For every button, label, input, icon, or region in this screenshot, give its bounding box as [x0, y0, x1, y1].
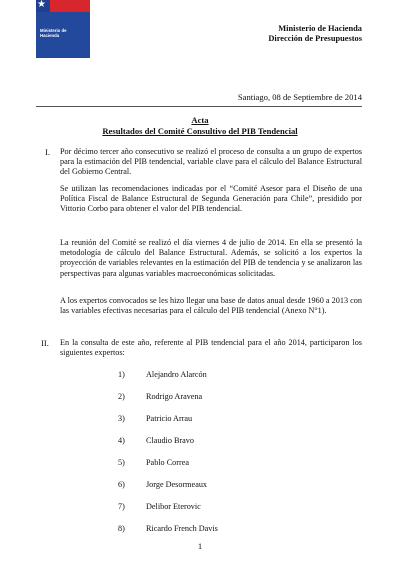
expert-number: 1)	[118, 370, 125, 379]
gobierno-de-chile-logo	[36, 0, 90, 67]
section-1-paragraph-3: La reunión del Comité se realizó el día viernes 4 de julio de 2014. En ella se presentó la metodología de cálculo del Balance Estructural. Además, se solicitó a los expertos la proyección de variables relevantes en la estimación del PIB de tendencia y se analizaron las perspectivas para algunas variables macroeconómicas solicitadas.	[60, 238, 362, 278]
section-2-intro: En la consulta de este año, referente al PIB tendencial para el año 2014, participaron los siguientes expertos:	[60, 338, 362, 358]
ministry-header	[268, 24, 362, 44]
title-results: Resultados del Comité Consultivo del PIB Tendencial	[102, 126, 298, 136]
title-acta: Acta	[191, 115, 209, 125]
expert-number: 2)	[118, 392, 125, 401]
ministry-name: Ministerio de Hacienda	[278, 24, 362, 33]
page-number: 1	[197, 541, 203, 551]
logo-red-block	[50, 0, 90, 12]
section-1-paragraph-4: A los expertos convocados se les hizo llegar una base de datos anual desde 1960 a 2013 con las variables efectivas necesarias para el cálculo del PIB tendencial (Anexo N°1).	[60, 296, 362, 316]
logo-government-text: Gobierno de Chile	[40, 62, 75, 67]
logo-blue-block	[36, 0, 50, 12]
expert-name: Delibor Eterovic	[146, 502, 201, 511]
expert-name: Alejandro Alarcón	[146, 370, 207, 379]
expert-name: Rodrigo Aravena	[146, 392, 203, 401]
section-1-paragraph-1: Por décimo tercer año consecutivo se realizó el proceso de consulta a un grupo de expertos para la estimación del PIB tendencial, variable clave para el cálculo del Balance Estructural del Gobierno Central.	[60, 147, 362, 177]
expert-name: Jorge Desormeaux	[146, 480, 208, 489]
expert-number: 8)	[118, 524, 125, 533]
expert-number: 7)	[118, 502, 125, 511]
document-date: Santiago, 08 de Septiembre de 2014	[237, 92, 362, 102]
section-2-number: II.	[41, 338, 49, 348]
expert-number: 3)	[118, 414, 125, 423]
document-title	[0, 115, 400, 137]
section-1-paragraph-2: Se utilizan las recomendaciones indicadas por el “Comité Asesor para el Diseño de una Política Fiscal de Balance Estructural de Segunda Generación para Chile”, presidido por Vittorio Corbo para obtener el valor del PIB tendencial.	[60, 184, 362, 214]
logo-ministry-text: Ministerio de Hacienda	[40, 28, 67, 38]
logo-blue-bar	[36, 12, 90, 67]
expert-name: Pablo Correa	[146, 458, 189, 467]
expert-name: Ricardo French Davis	[146, 524, 218, 533]
expert-name: Claudio Bravo	[146, 436, 194, 445]
expert-number: 6)	[118, 480, 125, 489]
header-divider	[36, 106, 362, 107]
expert-number: 4)	[118, 436, 125, 445]
star-icon: ★	[37, 0, 46, 10]
expert-name: Patricio Arrau	[146, 414, 193, 423]
expert-number: 5)	[118, 458, 125, 467]
department-name: Dirección de Presupuestos	[268, 34, 362, 43]
section-1-number: I.	[45, 147, 51, 157]
